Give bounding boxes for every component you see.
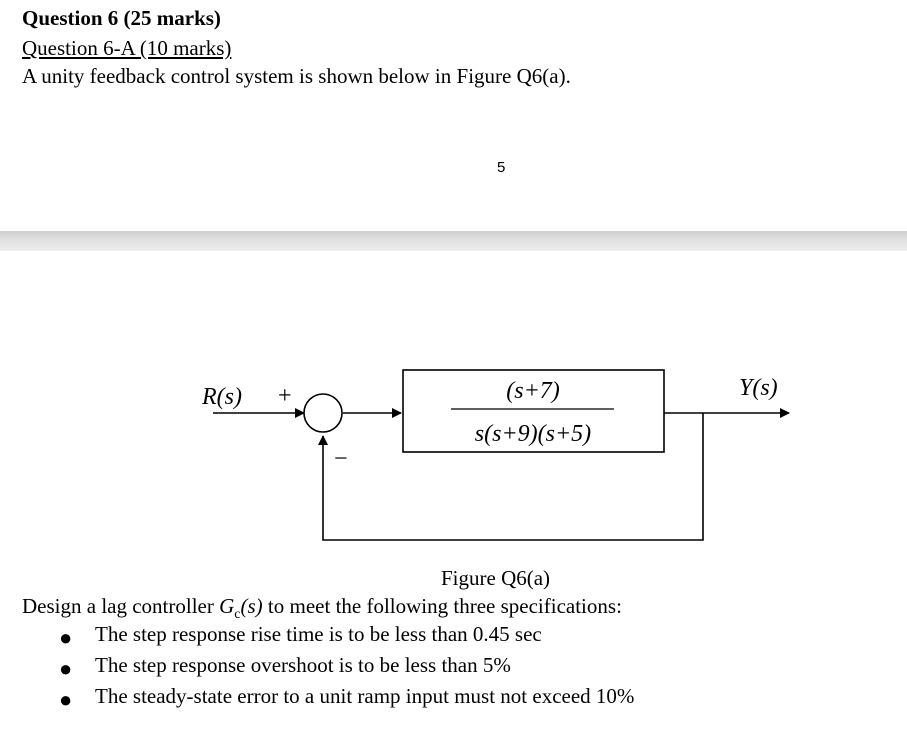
question-intro: A unity feedback control system is shown below in Figure Q6(a).	[22, 64, 571, 88]
question-title: Question 6 (25 marks)	[22, 6, 221, 30]
design-statement	[22, 594, 622, 623]
design-prefix: Design a lag controller	[22, 594, 220, 618]
spec-text: The step response rise time is to be less than 0.45 sec	[95, 622, 542, 646]
controller-subscript: c	[234, 607, 241, 623]
spec-text: The step response overshoot is to be less than 5%	[95, 653, 511, 677]
plus-sign: +	[278, 383, 292, 409]
input-label: R(s)	[202, 384, 242, 410]
question-subtitle: Question 6-A (10 marks)	[22, 36, 232, 60]
page-number: 5	[497, 159, 506, 176]
design-suffix: to meet the following three specifications:	[262, 594, 622, 618]
figure-caption: Figure Q6(a)	[441, 566, 551, 590]
bullet-icon: ●	[59, 625, 73, 650]
minus-sign: −	[334, 446, 348, 472]
bullet-icon: ●	[59, 656, 73, 681]
controller-argument: (s)	[240, 594, 263, 618]
bullet-icon: ●	[59, 687, 73, 712]
controller-symbol: G	[219, 594, 235, 618]
summing-junction	[304, 394, 342, 432]
spec-text: The steady-state error to a unit ramp input must not exceed 10%	[95, 684, 635, 708]
output-label: Y(s)	[739, 375, 778, 401]
transfer-numerator: (s+7)	[506, 378, 560, 404]
transfer-denominator: s(s+9)(s+5)	[474, 421, 592, 447]
